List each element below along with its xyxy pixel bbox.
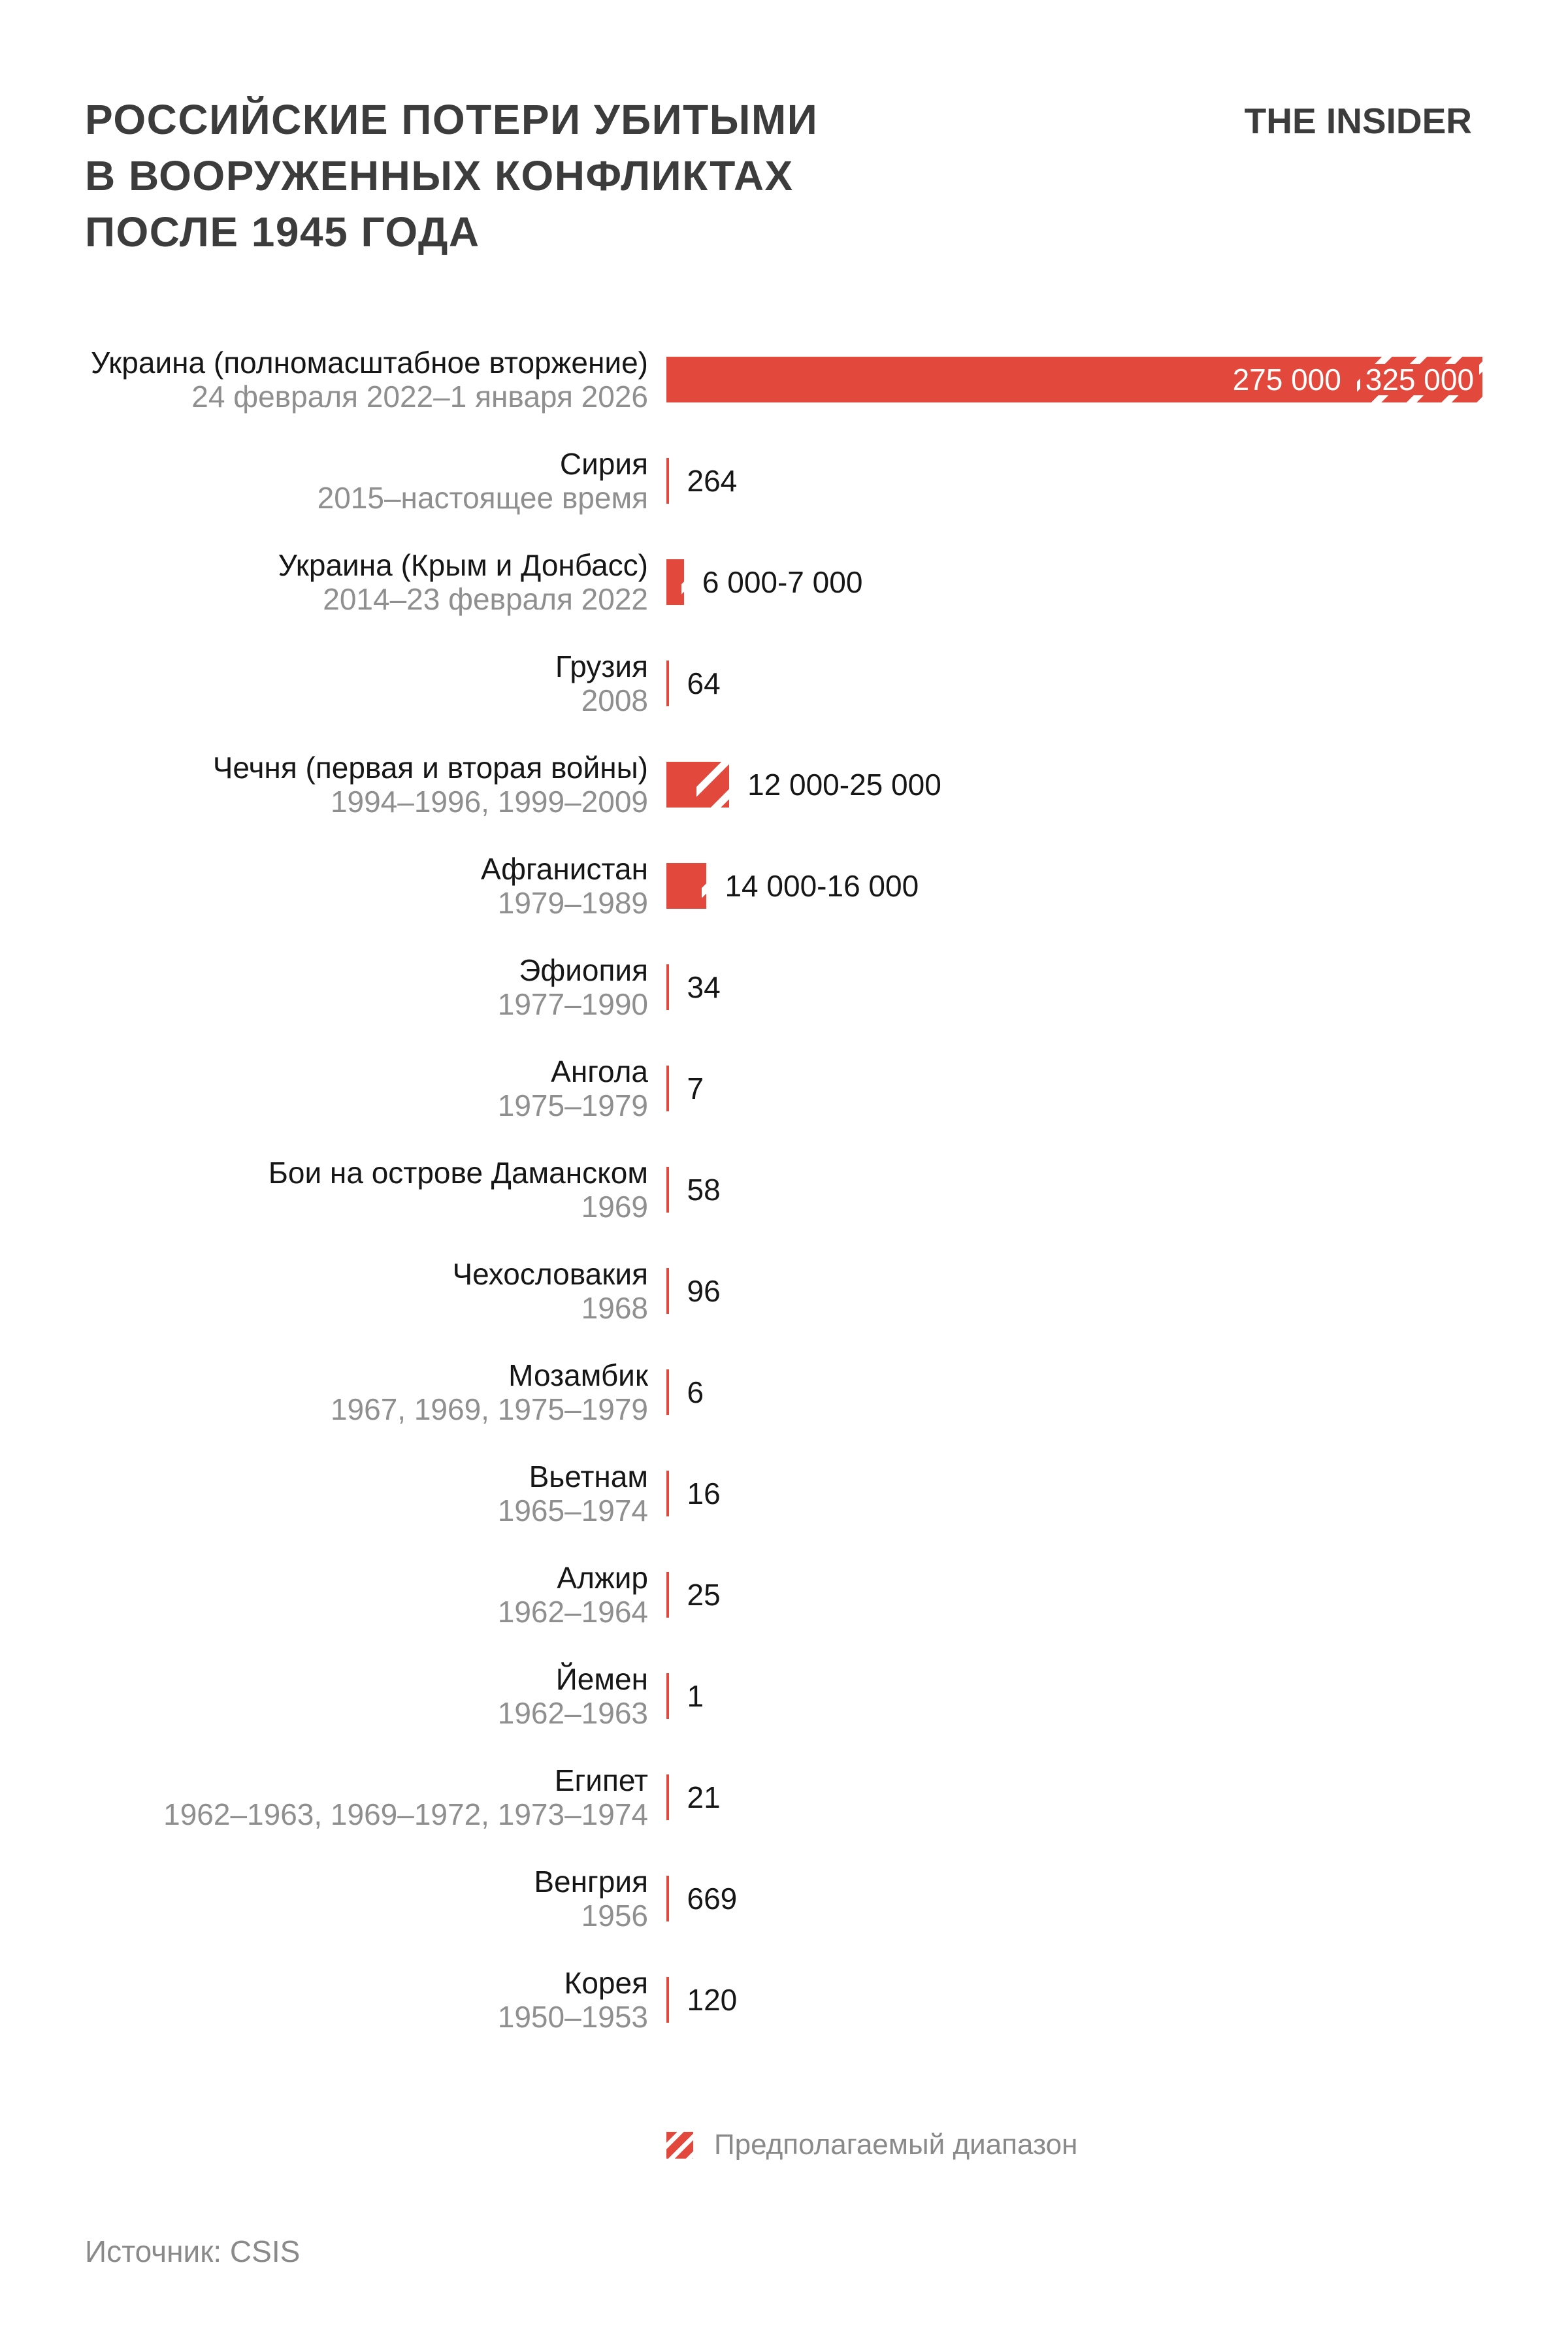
- bar-solid-segment: [666, 964, 669, 1010]
- conflict-dates: 1968: [581, 1290, 648, 1325]
- bar-area: [648, 1240, 1483, 1341]
- bar-area: [648, 1443, 1483, 1544]
- row-labels: [85, 1341, 648, 1443]
- bar-solid-segment: [666, 863, 702, 909]
- row-labels: [85, 1949, 648, 2050]
- value-label: 264: [687, 463, 738, 498]
- value-label: 25: [687, 1577, 721, 1612]
- bar-solid-segment: [666, 1876, 669, 1921]
- conflict-dates: 1950–1953: [497, 1999, 648, 2034]
- row-labels: [85, 329, 648, 430]
- conflict-dates: 2014–23 февраля 2022: [323, 581, 648, 616]
- conflict-label: Чехословакия: [452, 1256, 648, 1291]
- bar-area: [648, 835, 1483, 936]
- bar-area: [648, 1341, 1483, 1443]
- row-labels: [85, 1139, 648, 1240]
- value-label: 12 000-25 000: [747, 767, 941, 802]
- bar-area: [648, 329, 1483, 430]
- bar-area: [648, 1544, 1483, 1645]
- row-labels: [85, 1037, 648, 1139]
- bar-area: [648, 1949, 1483, 2050]
- conflict-label: Сирия: [559, 446, 648, 481]
- bar-solid-segment: [666, 1673, 669, 1719]
- conflict-label: Эфиопия: [519, 953, 648, 987]
- bar-range-segment: [1357, 357, 1482, 402]
- row-labels: [85, 1240, 648, 1341]
- value-label: 96: [687, 1273, 721, 1308]
- chart-row: [85, 936, 1483, 1037]
- bar-solid-segment: [666, 1167, 669, 1213]
- bar: [666, 357, 1482, 402]
- bar: [666, 1572, 669, 1618]
- row-labels: [85, 1645, 648, 1746]
- conflict-dates: 1975–1979: [497, 1088, 648, 1122]
- bar: [666, 1369, 669, 1415]
- legend: [666, 2129, 1077, 2161]
- bar-solid-segment: [666, 661, 669, 706]
- value-label: 14 000-16 000: [725, 868, 919, 903]
- bar-solid-segment: [666, 1774, 669, 1820]
- title-line-1: РОССИЙСКИЕ ПОТЕРИ УБИТЫМИ: [85, 96, 819, 143]
- conflict-label: Египет: [554, 1763, 648, 1797]
- conflict-label: Венгрия: [534, 1864, 648, 1899]
- bar-area: [648, 1037, 1483, 1139]
- bar-area: [648, 936, 1483, 1037]
- bar: [666, 863, 706, 909]
- bar-solid-segment: [666, 1572, 669, 1618]
- conflict-dates: 1979–1989: [497, 885, 648, 920]
- bar: [666, 1774, 669, 1820]
- row-labels: [85, 1746, 648, 1848]
- chart-row: [85, 1443, 1483, 1544]
- bar-area: [648, 1746, 1483, 1848]
- row-labels: [85, 835, 648, 936]
- chart-row: [85, 1544, 1483, 1645]
- bar-range-segment: [702, 863, 707, 909]
- chart-row: [85, 329, 1483, 430]
- bar: [666, 1066, 669, 1111]
- row-labels: [85, 1544, 648, 1645]
- value-label: 7: [687, 1071, 704, 1105]
- conflict-label: Украина (полномасштабное вторжение): [91, 345, 648, 380]
- conflict-dates: 1962–1964: [497, 1594, 648, 1629]
- chart-row: [85, 1949, 1483, 2050]
- row-labels: [85, 531, 648, 632]
- conflict-label: Вьетнам: [529, 1459, 648, 1494]
- row-labels: [85, 936, 648, 1037]
- chart-row: [85, 531, 1483, 632]
- legend-label: Предполагаемый диапазон: [714, 2129, 1078, 2161]
- bar-area: [648, 430, 1483, 531]
- value-label: 6: [687, 1375, 704, 1409]
- conflict-dates: 24 февраля 2022–1 января 2026: [191, 379, 648, 414]
- bar: [666, 964, 669, 1010]
- conflict-dates: 2015–настоящее время: [317, 480, 648, 515]
- chart-row: [85, 1848, 1483, 1949]
- bar: [666, 1977, 669, 2023]
- bar: [666, 1876, 669, 1921]
- bar: [666, 1167, 669, 1213]
- bar-solid-segment: [666, 357, 1357, 402]
- value-label: 16: [687, 1476, 721, 1511]
- bar-area: [648, 531, 1483, 632]
- bar-chart: [85, 329, 1483, 2050]
- chart-row: [85, 835, 1483, 936]
- chart-row: [85, 1341, 1483, 1443]
- bar: [666, 1471, 669, 1516]
- chart-row: [85, 1139, 1483, 1240]
- chart-row: [85, 1240, 1483, 1341]
- bar-solid-segment: [666, 1471, 669, 1516]
- conflict-label: Ангола: [551, 1054, 648, 1088]
- bar-value-inside: 275 000: [1232, 362, 1341, 397]
- bar-area: [648, 1645, 1483, 1746]
- conflict-dates: 1965–1974: [497, 1493, 648, 1527]
- bar-solid-segment: [666, 1066, 669, 1111]
- conflict-label: Корея: [564, 1965, 648, 2000]
- the-insider-logo: THE INSIDER: [1244, 101, 1472, 141]
- bar: [666, 1673, 669, 1719]
- title-line-3: ПОСЛЕ 1945 ГОДА: [85, 208, 480, 255]
- row-labels: [85, 734, 648, 835]
- value-label: 34: [687, 970, 721, 1004]
- row-labels: [85, 430, 648, 531]
- conflict-label: Йемен: [555, 1661, 648, 1696]
- conflict-dates: 1962–1963: [497, 1695, 648, 1730]
- source-note: Источник: CSIS: [85, 2234, 301, 2268]
- bar-solid-segment: [666, 1977, 669, 2023]
- conflict-dates: 1994–1996, 1999–2009: [330, 784, 648, 819]
- bar-area: [648, 734, 1483, 835]
- bar-range-segment: [696, 762, 729, 808]
- value-label: 1: [687, 1678, 704, 1713]
- bar-range-value: 325 000: [1360, 364, 1479, 395]
- conflict-dates: 1956: [581, 1898, 648, 1933]
- bar-solid-segment: [666, 1268, 669, 1314]
- conflict-dates: 1967, 1969, 1975–1979: [330, 1392, 648, 1426]
- chart-row: [85, 734, 1483, 835]
- conflict-label: Украина (Крым и Донбасс): [278, 547, 648, 582]
- bar-area: [648, 1139, 1483, 1240]
- bar: [666, 559, 684, 605]
- page-title: [85, 91, 818, 260]
- bar-solid-segment: [666, 1369, 669, 1415]
- conflict-dates: 1977–1990: [497, 987, 648, 1021]
- chart-row: [85, 430, 1483, 531]
- row-labels: [85, 632, 648, 734]
- conflict-label: Чечня (первая и вторая войны): [212, 750, 648, 785]
- bar: [666, 1268, 669, 1314]
- value-label: 64: [687, 666, 721, 700]
- conflict-dates: 1969: [581, 1189, 648, 1224]
- conflict-label: Бои на острове Даманском: [268, 1155, 648, 1190]
- estimated-range-swatch-icon: [666, 2132, 693, 2159]
- bar: [666, 762, 729, 808]
- chart-row: [85, 1746, 1483, 1848]
- bar-range-segment: [681, 559, 684, 605]
- value-label: 6 000-7 000: [702, 564, 863, 599]
- bar-area: [648, 632, 1483, 734]
- value-label: 58: [687, 1172, 721, 1207]
- bar-solid-segment: [666, 458, 669, 504]
- conflict-label: Афганистан: [480, 851, 648, 886]
- bar: [666, 661, 669, 706]
- title-line-2: В ВООРУЖЕННЫХ КОНФЛИКТАХ: [85, 152, 794, 199]
- chart-row: [85, 632, 1483, 734]
- bar-area: [648, 1848, 1483, 1949]
- bar-solid-segment: [666, 559, 681, 605]
- row-labels: [85, 1848, 648, 1949]
- conflict-dates: 2008: [581, 683, 648, 717]
- chart-row: [85, 1037, 1483, 1139]
- bar: [666, 458, 669, 504]
- conflict-label: Алжир: [557, 1560, 648, 1595]
- conflict-label: Мозамбик: [508, 1358, 648, 1392]
- conflict-dates: 1962–1963, 1969–1972, 1973–1974: [163, 1797, 648, 1831]
- value-label: 120: [687, 1982, 738, 2017]
- bar-solid-segment: [666, 762, 696, 808]
- value-label: 669: [687, 1881, 738, 1916]
- value-label: 21: [687, 1780, 721, 1814]
- conflict-label: Грузия: [555, 649, 648, 683]
- row-labels: [85, 1443, 648, 1544]
- chart-row: [85, 1645, 1483, 1746]
